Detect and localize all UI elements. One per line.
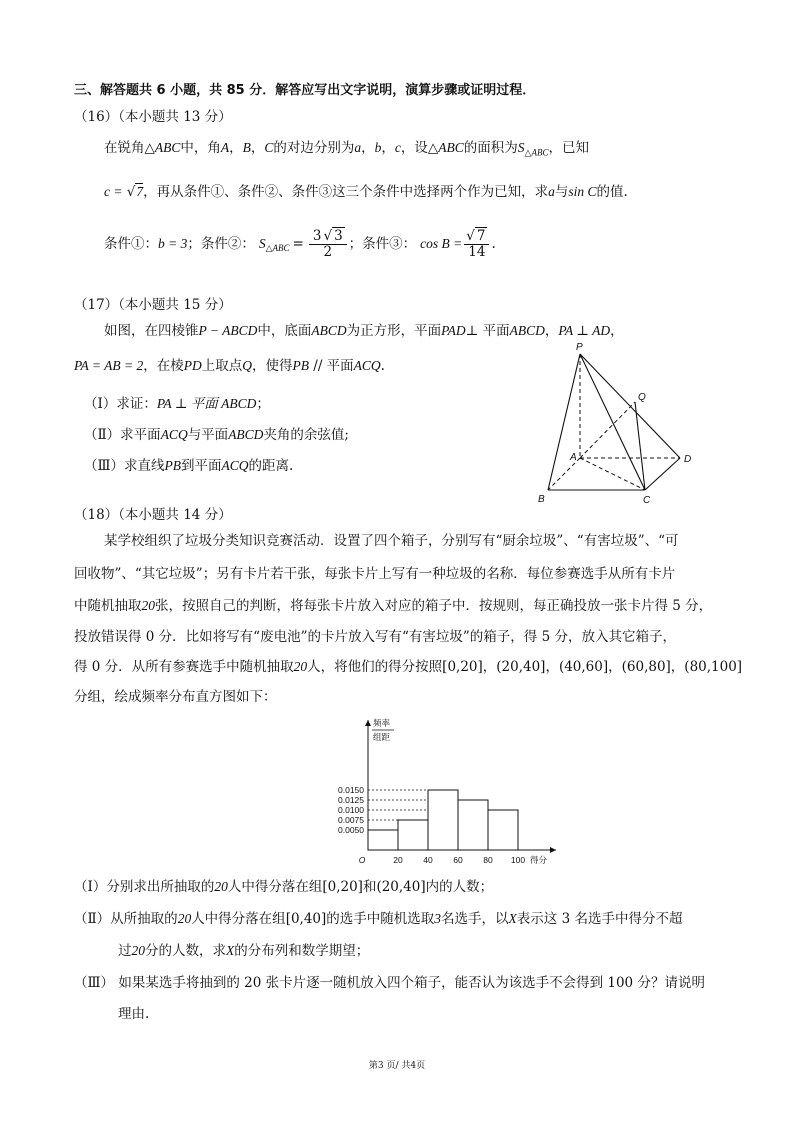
q18-header: （18）（本小题共 14 分）	[74, 507, 232, 523]
q16-text: 的值.	[596, 184, 628, 200]
bar-[0,20]	[368, 830, 398, 850]
x-tick-label: 40	[423, 855, 433, 865]
q18-math: 20	[177, 911, 192, 926]
y-axis-label-bottom: 组距	[373, 732, 391, 742]
q16-math: 14	[468, 243, 486, 260]
q18-part2-line2	[118, 942, 369, 960]
q17-text: ，	[544, 323, 559, 339]
q16-text: 的面积为	[463, 140, 518, 156]
q18-text: 人中得分落在组	[227, 879, 323, 895]
q16-text: ，	[381, 140, 395, 156]
q18-line5	[74, 658, 742, 676]
y-tick-label: 0.0075	[338, 815, 364, 825]
q16-text: 中，角	[180, 140, 221, 156]
q16-math: c	[394, 140, 401, 155]
x-tick-label: 80	[483, 855, 493, 865]
histogram-bars	[368, 790, 518, 850]
q18-text: 的选手中随机选取	[326, 911, 435, 927]
q16-text: .	[491, 236, 496, 252]
q16-math: ABC	[438, 140, 464, 155]
q16-text: 条件①：	[104, 236, 158, 252]
q16-text: 与	[554, 184, 569, 200]
q16-text: ；条件③：	[348, 236, 417, 252]
q16-line1	[104, 139, 589, 162]
q16-fraction: $\frac{3 √ 3}{2}$	[309, 229, 347, 260]
y-tick-label: 0.0050	[338, 825, 364, 835]
q18-text: （Ⅰ）分别求出所抽取的	[74, 879, 215, 895]
q16-math: S	[258, 236, 266, 251]
page-footer: 第3 页/ 共4页	[368, 1061, 426, 1071]
q17-line1	[104, 322, 624, 340]
q18-text: 分的人数，求	[145, 943, 226, 959]
q16-text: ；条件②：	[187, 236, 255, 252]
q17-text: 上取点	[201, 358, 243, 374]
label-B: B	[538, 494, 545, 505]
x-axis-arrow	[550, 847, 556, 853]
q16-math: △ABC	[265, 243, 290, 253]
label-Q: Q	[638, 392, 646, 403]
q16-math: A	[220, 140, 230, 155]
q17-line2	[74, 357, 385, 375]
q18-part3-line2: 理由.	[118, 1006, 150, 1022]
frequency-histogram	[328, 712, 568, 872]
q17-math: ACQ	[160, 427, 188, 442]
q17-math: PB	[292, 358, 309, 373]
q16-text: ，再从条件①、条件②、条件③这三个条件中选择两个作为已知，求	[143, 184, 549, 200]
q18-line4: 投放错误得 0 分．比如将写有“废电池”的卡片放入写有“有害垃圾”的箱子，得 5 分，放入其它箱子，	[74, 629, 676, 645]
q17-math: ABCD	[509, 323, 545, 338]
q17-header: （17）（本小题共 15 分）	[74, 297, 232, 313]
q18-line2: 回收物”、“其它垃圾”；另有卡片若干张，每张卡片上写有一种垃圾的名称．每位参赛选手从所有卡片	[74, 566, 676, 582]
q17-math: PA = AB = 2	[74, 358, 144, 373]
edge-PC	[580, 354, 645, 490]
q16-math: B	[242, 140, 251, 155]
q18-text: 如果某选手将抽到的 20 张卡片逐一随机放入四个箱子，能否认为该选手不会得到 100 分？请说明	[118, 975, 705, 991]
q18-line6: 分组，绘成频率分布直方图如下：	[74, 689, 277, 705]
q17-text: ，	[610, 323, 624, 339]
q18-text: 的分布列和数学期望；	[234, 943, 370, 959]
q18-line3	[74, 597, 712, 615]
q18-text: 张，按照自己的判断，将每张卡片放入对应的箱子中．按规则，每正确投放一张卡片得 5 分，	[155, 598, 713, 614]
x-tick-label: 100	[510, 855, 526, 865]
q17-text: 夹角的余弦值;	[263, 427, 349, 443]
q18-part3	[74, 974, 705, 992]
q16-text: 在锐角△	[104, 140, 155, 156]
q18-math: 20	[141, 598, 155, 613]
edge-AC	[580, 458, 645, 490]
q18-text: 中随机抽取	[74, 598, 142, 614]
q17-math: PAD	[441, 323, 466, 338]
q18-math: [0,20]	[322, 879, 363, 895]
bar-(80,100]	[488, 810, 518, 850]
q17-part3	[84, 457, 293, 475]
q16-math: a	[354, 140, 362, 155]
q17-text: ；	[256, 396, 270, 412]
q17-math: PA ⊥ 平面 ABCD	[156, 396, 257, 411]
q17-text: （Ⅲ）求直线	[84, 458, 165, 474]
q17-text: ，使得	[251, 358, 293, 374]
q17-math: P − ABCD	[198, 323, 258, 338]
q17-text: 中，底面	[257, 323, 312, 339]
bar-(40,60]	[428, 790, 458, 850]
bar-(20,40]	[398, 820, 428, 850]
q16-fraction: $\frac{√ 7}{14}$	[464, 229, 489, 260]
q17-math: PD	[183, 358, 202, 373]
q16-text: ，已知	[548, 140, 589, 156]
q18-line1: 某学校组织了垃圾分类知识竞赛活动．设置了四个箱子，分别写有“厨余垃圾”、“有害垃圾”、“可	[104, 533, 679, 549]
q16-header: （16）（本小题共 13 分）	[74, 109, 232, 125]
q17-text: .	[380, 358, 385, 374]
q18-part1	[74, 878, 493, 896]
q16-math: C	[264, 140, 274, 155]
q18-text: 和	[362, 879, 377, 895]
q16-math: 2	[323, 243, 333, 260]
q18-math: (20,40]	[376, 879, 426, 895]
q17-text: 的距离.	[248, 458, 294, 474]
q16-conditions	[104, 222, 496, 266]
q17-text: （Ⅱ）求平面	[84, 427, 161, 443]
edge-CD	[645, 458, 680, 490]
q17-text: 到平面	[181, 458, 222, 474]
q17-math: PA ⊥ AD	[558, 323, 611, 338]
q16-math: b	[374, 140, 382, 155]
label-D: D	[684, 454, 692, 465]
q17-math: ABCD	[228, 427, 264, 442]
q16-math: 7	[136, 184, 144, 199]
q18-text: 得 0 分．从所有参赛选手中随机抽取	[74, 659, 294, 675]
q18-text: 内的人数；	[425, 879, 494, 895]
q18-math: 20	[131, 943, 145, 958]
origin-label: O	[358, 855, 366, 865]
q17-text: （Ⅰ）求证：	[84, 396, 157, 412]
section-header: 三、解答题共 6 小题，共 85 分．解答应写出文字说明，演算步骤或证明过程．	[74, 83, 536, 98]
q16-math: ABC	[154, 140, 181, 155]
q18-text: （Ⅱ）从所抽取的	[74, 911, 178, 927]
q18-part2	[74, 910, 682, 928]
q17-text: 与平面	[187, 427, 229, 443]
q17-part1	[84, 395, 270, 413]
q18-text: （Ⅲ）	[74, 975, 115, 991]
y-tick-label: 0.0100	[338, 805, 364, 815]
q16-text: 的对边分别为	[273, 140, 355, 156]
y-axis-arrow	[365, 720, 371, 726]
q16-math: △ABC	[524, 147, 549, 158]
q16-math: a	[548, 184, 555, 199]
q16-text: ，	[250, 140, 265, 156]
q18-math: X	[508, 911, 517, 926]
q18-text: 人，将他们的得分按照	[307, 659, 443, 675]
q18-math: 20	[214, 879, 228, 894]
q17-text: 为正方形，平面	[346, 323, 442, 339]
q18-text: 表示这 3 名选手中得分不超	[516, 911, 683, 927]
label-P: P	[576, 342, 583, 353]
edge-PB	[548, 354, 580, 490]
q18-text: 过	[118, 943, 132, 959]
q16-math: 3	[312, 227, 322, 244]
label-A: A	[570, 452, 577, 463]
q16-math: sin C	[568, 184, 597, 199]
q18-math: X	[226, 943, 235, 958]
q16-math: S	[517, 140, 525, 155]
q17-text: ，在棱	[143, 358, 184, 374]
q16-math: 3	[334, 227, 343, 244]
edge-QC	[635, 402, 645, 490]
label-C: C	[643, 495, 651, 506]
q16-line2: c = √7，再从条件①、条件②、条件③这三个条件中选择两个作为已知，求a与sin C的值.	[104, 184, 628, 200]
y-axis-label-top: 频率	[373, 718, 391, 728]
x-tick-label: 60	[453, 855, 463, 865]
pyramid-figure	[530, 340, 710, 510]
q16-text: ，	[361, 140, 375, 156]
q16-math: 7	[476, 227, 486, 244]
q17-math: Q	[242, 358, 252, 373]
q17-text: ⊥ 平面	[465, 323, 510, 339]
q18-math: 3	[434, 911, 442, 926]
q17-math: ACQ	[221, 458, 249, 473]
q16-math: b = 3	[158, 236, 188, 251]
q18-math: [0,20]，(20,40]，(40,60]，(60,80]，(80,100]	[442, 659, 743, 675]
q16-math: c =	[104, 184, 123, 199]
q18-math: [0,40]	[285, 911, 327, 927]
q17-text: // 平面	[308, 358, 354, 374]
q17-math: PB	[164, 458, 182, 473]
q16-text: =	[292, 236, 304, 252]
x-axis-label: 得分	[530, 855, 548, 865]
q16-text: ，设△	[400, 140, 439, 156]
q17-math: ABCD	[311, 323, 347, 338]
q16-math: cos B =	[420, 236, 463, 251]
bar-(60,80]	[458, 800, 488, 850]
q17-part2	[84, 426, 349, 444]
q18-text: 人中得分落在组	[191, 911, 286, 927]
y-tick-label: 0.0150	[338, 785, 364, 795]
q18-math: 20	[293, 659, 308, 674]
q17-text: 如图，在四棱锥	[104, 323, 199, 339]
q18-text: 名选手，以	[441, 911, 509, 927]
y-tick-label: 0.0125	[338, 795, 364, 805]
q17-math: ACQ	[353, 358, 381, 373]
x-tick-label: 20	[393, 855, 403, 865]
q16-text: ，	[229, 140, 243, 156]
